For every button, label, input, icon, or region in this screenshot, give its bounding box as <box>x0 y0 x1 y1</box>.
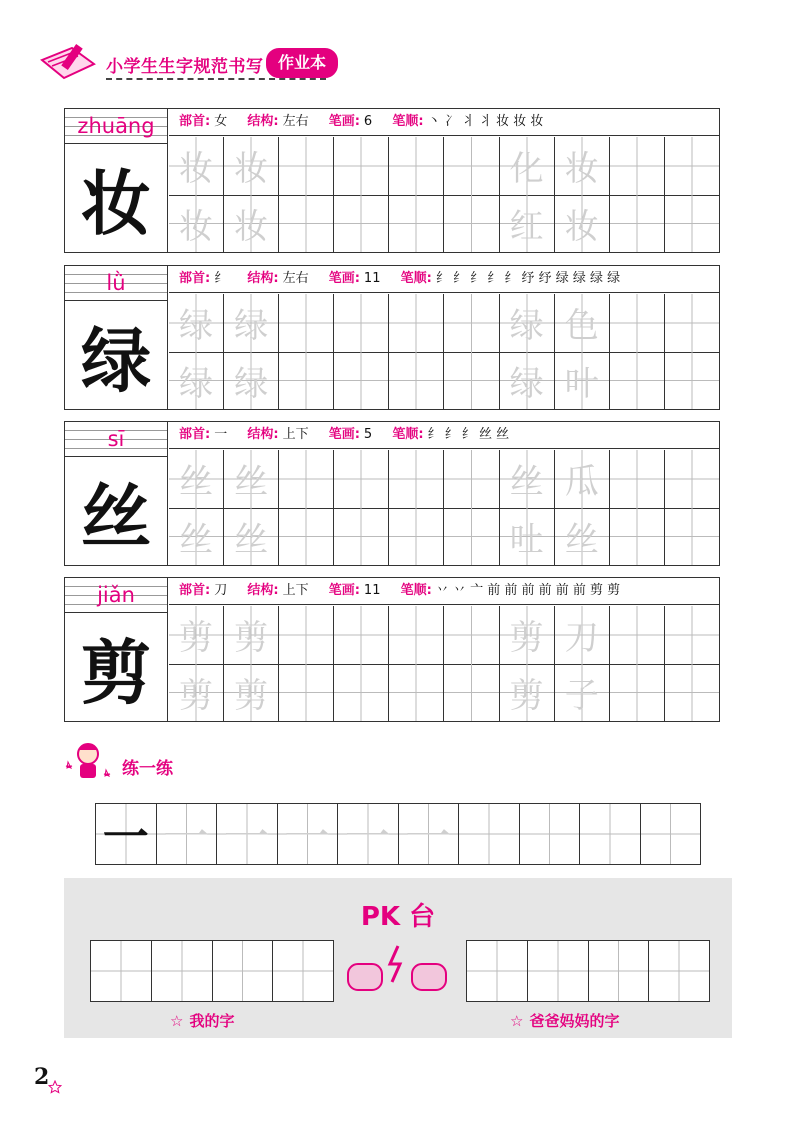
model-character: 剪 <box>81 631 151 714</box>
star-icon: ☆ <box>170 1012 184 1030</box>
order-label: 笔顺: <box>392 427 424 442</box>
writing-cell[interactable] <box>334 664 389 722</box>
character-info <box>169 422 719 449</box>
book-title: 小学生生字规范书写 <box>106 57 264 77</box>
writing-cell[interactable] <box>610 508 665 566</box>
strokes-label: 笔画: <box>328 427 360 442</box>
writing-cell[interactable] <box>279 294 334 352</box>
writing-cell[interactable] <box>444 664 499 722</box>
writing-cell[interactable] <box>279 606 334 664</box>
writing-grid <box>169 294 719 409</box>
writing-grid <box>169 450 719 565</box>
writing-cell[interactable] <box>444 508 499 566</box>
character-block <box>64 421 720 566</box>
writing-cell[interactable]: 妆 <box>169 195 224 253</box>
writing-cell[interactable] <box>389 294 444 352</box>
writing-cell[interactable] <box>334 508 389 566</box>
radical-label: 部首: <box>179 271 211 286</box>
writing-cell[interactable]: 丝 <box>224 508 279 566</box>
character-info <box>169 578 719 605</box>
strokes-label: 笔画: <box>328 271 360 286</box>
structure-label: 结构: <box>247 271 279 286</box>
writing-cell[interactable]: 色 <box>555 294 610 352</box>
writing-row <box>169 294 719 353</box>
strokes-label: 笔画: <box>328 583 360 598</box>
writing-cell[interactable] <box>665 450 719 508</box>
writing-cell[interactable] <box>444 450 499 508</box>
character-info <box>169 109 719 136</box>
practice-cell[interactable]: 一 <box>157 804 218 864</box>
strokes-value: 5 <box>363 427 373 442</box>
writing-cell[interactable]: 绿 <box>224 352 279 410</box>
writing-cell[interactable] <box>279 450 334 508</box>
structure-label: 结构: <box>247 583 279 598</box>
stroke-order: 丶 冫 丬 丬 妆 妆 妆 <box>427 114 544 129</box>
writing-cell[interactable]: 叶 <box>555 352 610 410</box>
pinyin: zhuāng <box>65 109 167 144</box>
practice-grid <box>95 803 701 865</box>
stroke-order: 丷 丷 亠 前 前 前 前 前 前 剪 剪 <box>435 583 621 598</box>
practice-cell[interactable] <box>641 804 701 864</box>
writing-cell[interactable] <box>279 137 334 195</box>
practice-label: 练一练 <box>122 759 173 779</box>
writing-cell[interactable]: 剪 <box>169 606 224 664</box>
character-block <box>64 577 720 722</box>
pk-cell[interactable] <box>91 941 152 1001</box>
writing-cell[interactable] <box>389 137 444 195</box>
character-block <box>64 265 720 410</box>
writing-cell[interactable]: 绿 <box>169 294 224 352</box>
pk-cell[interactable] <box>649 941 709 1001</box>
radical-value: 一 <box>214 427 228 442</box>
writing-cell[interactable]: 子 <box>555 664 610 722</box>
practice-heading <box>62 740 262 790</box>
writing-cell[interactable] <box>444 137 499 195</box>
stroke-order: 纟 纟 纟 纟 纟 纾 纾 绿 绿 绿 绿 <box>435 271 621 286</box>
parent-writing-caption: ☆ 爸爸妈妈的字 <box>510 1012 620 1030</box>
structure-value: 左右 <box>282 271 309 286</box>
pk-panel <box>64 878 732 1038</box>
model-character: 绿 <box>81 319 151 402</box>
practice-cell[interactable]: 一 <box>96 804 157 864</box>
practice-cell[interactable] <box>520 804 581 864</box>
writing-cell[interactable]: 剪 <box>500 606 555 664</box>
character-left-panel <box>65 578 168 721</box>
writing-cell[interactable] <box>334 294 389 352</box>
writing-cell[interactable] <box>389 352 444 410</box>
writing-cell[interactable] <box>334 195 389 253</box>
character-info <box>169 266 719 293</box>
writing-cell[interactable]: 丝 <box>169 508 224 566</box>
model-character: 丝 <box>81 475 151 558</box>
header-divider <box>106 78 326 80</box>
writing-cell[interactable] <box>610 352 665 410</box>
writing-cell[interactable] <box>389 195 444 253</box>
writing-cell[interactable]: 丝 <box>555 508 610 566</box>
writing-cell[interactable]: 妆 <box>555 137 610 195</box>
writing-grid <box>169 137 719 252</box>
writing-cell[interactable] <box>444 352 499 410</box>
writing-cell[interactable] <box>389 606 444 664</box>
pk-title: PK 台 <box>360 902 436 932</box>
writing-cell[interactable]: 妆 <box>224 137 279 195</box>
writing-cell[interactable] <box>279 508 334 566</box>
strokes-label: 笔画: <box>328 114 360 129</box>
radical-value: 纟 <box>214 271 228 286</box>
writing-cell[interactable] <box>610 450 665 508</box>
writing-cell[interactable] <box>610 195 665 253</box>
writing-cell[interactable] <box>665 606 719 664</box>
pinyin: sī <box>65 422 167 457</box>
stroke-order: 纟 纟 纟 丝 丝 <box>427 427 510 442</box>
writing-cell[interactable] <box>444 294 499 352</box>
writing-cell[interactable] <box>444 195 499 253</box>
pk-cell[interactable] <box>467 941 528 1001</box>
writing-cell[interactable] <box>334 137 389 195</box>
writing-cell[interactable] <box>665 508 719 566</box>
writing-cell[interactable] <box>279 195 334 253</box>
writing-cell[interactable]: 丝 <box>169 450 224 508</box>
writing-cell[interactable] <box>444 606 499 664</box>
pk-cell[interactable] <box>273 941 333 1001</box>
writing-cell[interactable]: 剪 <box>224 606 279 664</box>
writing-cell[interactable] <box>334 606 389 664</box>
writing-cell[interactable]: 丝 <box>224 450 279 508</box>
writing-grid <box>169 606 719 721</box>
writing-cell[interactable] <box>334 352 389 410</box>
writing-row <box>169 606 719 665</box>
writing-cell[interactable]: 剪 <box>500 664 555 722</box>
star-icon: ☆ <box>510 1012 524 1030</box>
order-label: 笔顺: <box>400 583 432 598</box>
writing-cell[interactable]: 绿 <box>169 352 224 410</box>
writing-cell[interactable]: 绿 <box>224 294 279 352</box>
writing-cell[interactable] <box>334 450 389 508</box>
my-writing-grid[interactable] <box>90 940 334 1002</box>
parent-writing-grid[interactable] <box>466 940 710 1002</box>
structure-label: 结构: <box>247 114 279 129</box>
writing-cell[interactable]: 绿 <box>500 352 555 410</box>
order-label: 笔顺: <box>392 114 424 129</box>
radical-value: 刀 <box>214 583 228 598</box>
radical-value: 女 <box>214 114 228 129</box>
practice-cell[interactable]: 一 <box>217 804 278 864</box>
character-block <box>64 108 720 253</box>
practice-cell[interactable]: 一 <box>399 804 460 864</box>
writing-cell[interactable]: 绿 <box>500 294 555 352</box>
writing-cell[interactable]: 化 <box>500 137 555 195</box>
writing-cell[interactable] <box>279 352 334 410</box>
writing-cell[interactable] <box>389 450 444 508</box>
writing-cell[interactable] <box>665 294 719 352</box>
page-header <box>38 42 358 92</box>
radical-label: 部首: <box>179 583 211 598</box>
writing-cell[interactable] <box>610 664 665 722</box>
writing-cell[interactable]: 妆 <box>224 195 279 253</box>
writing-cell[interactable]: 剪 <box>169 664 224 722</box>
writing-cell[interactable]: 丝 <box>500 450 555 508</box>
pk-cell[interactable] <box>589 941 650 1001</box>
writing-row <box>169 664 719 722</box>
model-character: 妆 <box>81 162 151 245</box>
writing-cell[interactable] <box>665 664 719 722</box>
writing-row <box>169 195 719 253</box>
strokes-value: 6 <box>363 114 373 129</box>
writing-cell[interactable] <box>665 195 719 253</box>
writing-cell[interactable] <box>665 137 719 195</box>
writing-cell[interactable]: 妆 <box>169 137 224 195</box>
pinyin: lǜ <box>65 266 167 301</box>
character-left-panel <box>65 109 168 252</box>
character-left-panel <box>65 422 168 565</box>
structure-value: 上下 <box>282 427 309 442</box>
order-label: 笔顺: <box>400 271 432 286</box>
radical-label: 部首: <box>179 114 211 129</box>
practice-cell[interactable]: 一 <box>278 804 339 864</box>
radical-label: 部首: <box>179 427 211 442</box>
writing-cell[interactable] <box>610 294 665 352</box>
writing-row <box>169 352 719 410</box>
strokes-value: 11 <box>363 583 381 598</box>
writing-cell[interactable] <box>610 137 665 195</box>
my-writing-caption: ☆ 我的字 <box>170 1012 235 1030</box>
character-left-panel <box>65 266 168 409</box>
writing-cell[interactable] <box>610 606 665 664</box>
practice-cell[interactable] <box>580 804 641 864</box>
strokes-value: 11 <box>363 271 381 286</box>
pencil-notebook-icon <box>38 42 98 82</box>
writing-cell[interactable] <box>389 664 444 722</box>
writing-row <box>169 508 719 566</box>
writing-row <box>169 137 719 196</box>
pk-cell[interactable] <box>528 941 589 1001</box>
page-number: 2 <box>34 1064 50 1090</box>
structure-value: 左右 <box>282 114 309 129</box>
structure-label: 结构: <box>247 427 279 442</box>
writing-cell[interactable]: 剪 <box>224 664 279 722</box>
writing-cell[interactable]: 瓜 <box>555 450 610 508</box>
pk-cell[interactable] <box>152 941 213 1001</box>
practice-cell[interactable]: 一 <box>338 804 399 864</box>
writing-cell[interactable] <box>279 664 334 722</box>
pk-cell[interactable] <box>213 941 274 1001</box>
book-badge: 作业本 <box>266 48 338 78</box>
pinyin: jiǎn <box>65 578 167 613</box>
writing-cell[interactable]: 红 <box>500 195 555 253</box>
practice-cell[interactable] <box>459 804 520 864</box>
writing-row <box>169 450 719 509</box>
star-icon <box>48 1080 62 1094</box>
writing-cell[interactable] <box>389 508 444 566</box>
boxing-gloves-icon <box>342 942 452 1002</box>
structure-value: 上下 <box>282 583 309 598</box>
writing-cell[interactable] <box>665 352 719 410</box>
writing-cell[interactable]: 吐 <box>500 508 555 566</box>
writing-cell[interactable]: 妆 <box>555 195 610 253</box>
writing-cell[interactable]: 刀 <box>555 606 610 664</box>
kid-icon <box>62 740 116 788</box>
